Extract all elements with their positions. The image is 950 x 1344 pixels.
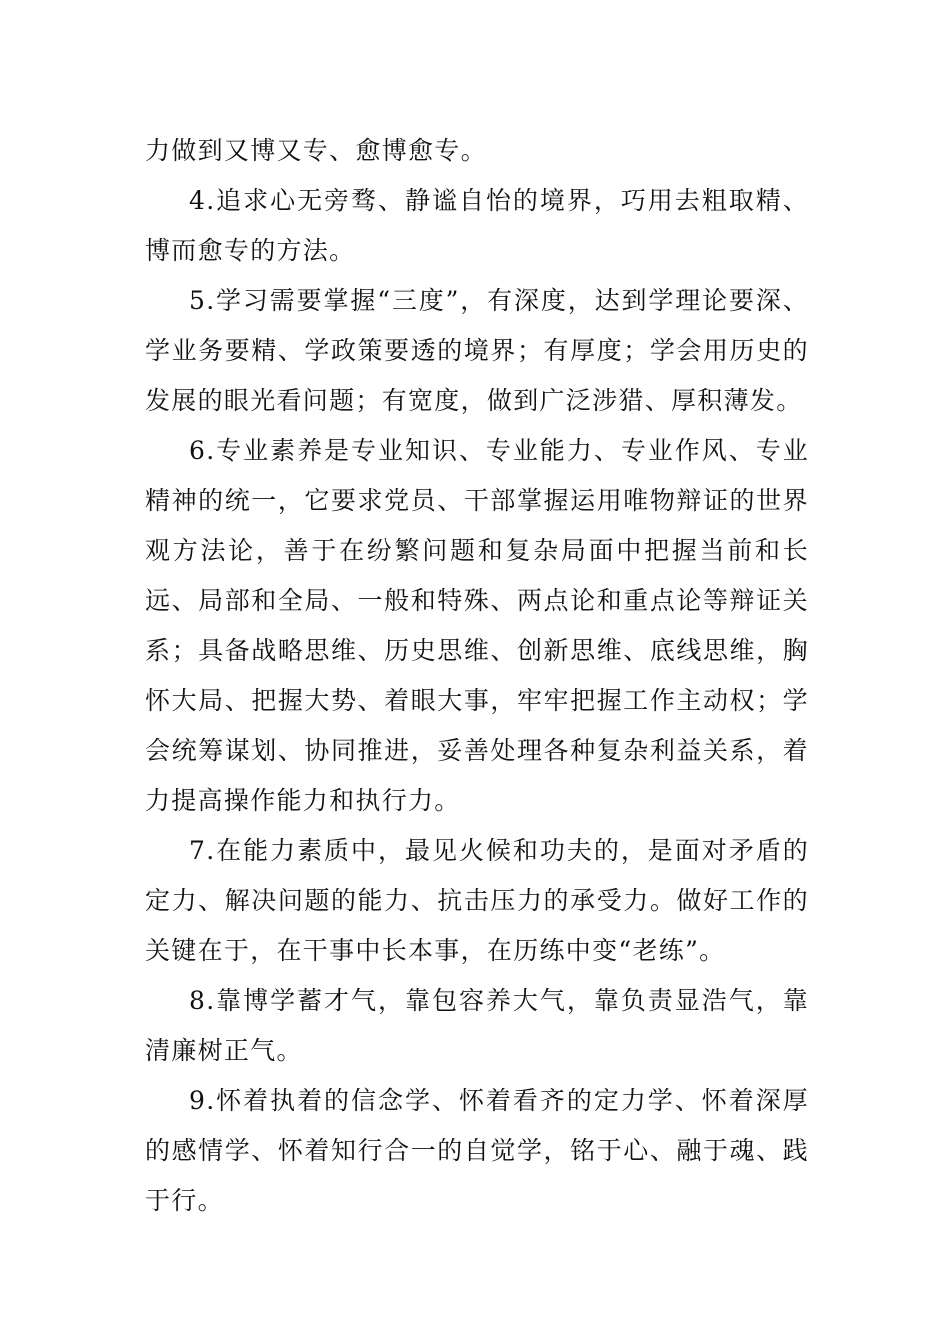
- paragraph-item-9: 9.怀着执着的信念学、怀着看齐的定力学、怀着深厚的感情学、怀着知行合一的自觉学，铭于心、融于魂、践于行。: [145, 1086, 809, 1215]
- paragraph-item-6: 6.专业素养是专业知识、专业能力、专业作风、专业精神的统一，它要求党员、干部掌握运用唯物辩证的世界观方法论，善于在纷繁问题和复杂局面中把握当前和长远、局部和全局、一般和特殊、两点论和重点论等辩证关系；具备战略思维、历史思维、创新思维、底线思维，胸怀大局、把握大势、着眼大事，牢牢把握工作主动权；学会统筹谋划、协同推进，妥善处理各种复杂利益关系，着力提高操作能力和执行力。: [145, 436, 809, 815]
- document-body: [145, 126, 809, 1226]
- paragraph-item-5: 5.学习需要掌握“三度”，有深度，达到学理论要深、学业务要精、学政策要透的境界；有厚度；学会用历史的发展的眼光看问题；有宽度，做到广泛涉猎、厚积薄发。: [145, 286, 809, 415]
- paragraph-item-7: 7.在能力素质中，最见火候和功夫的，是面对矛盾的定力、解决问题的能力、抗击压力的承受力。做好工作的关键在于，在干事中长本事，在历练中变“老练”。: [145, 836, 809, 965]
- paragraph-item-8: 8.靠博学蓄才气，靠包容养大气，靠负责显浩气，靠清廉树正气。: [145, 986, 809, 1065]
- paragraph-continuation: 力做到又博又专、愈博愈专。: [145, 136, 487, 165]
- paragraph-item-4: 4.追求心无旁骛、静谧自怡的境界，巧用去粗取精、博而愈专的方法。: [145, 186, 809, 265]
